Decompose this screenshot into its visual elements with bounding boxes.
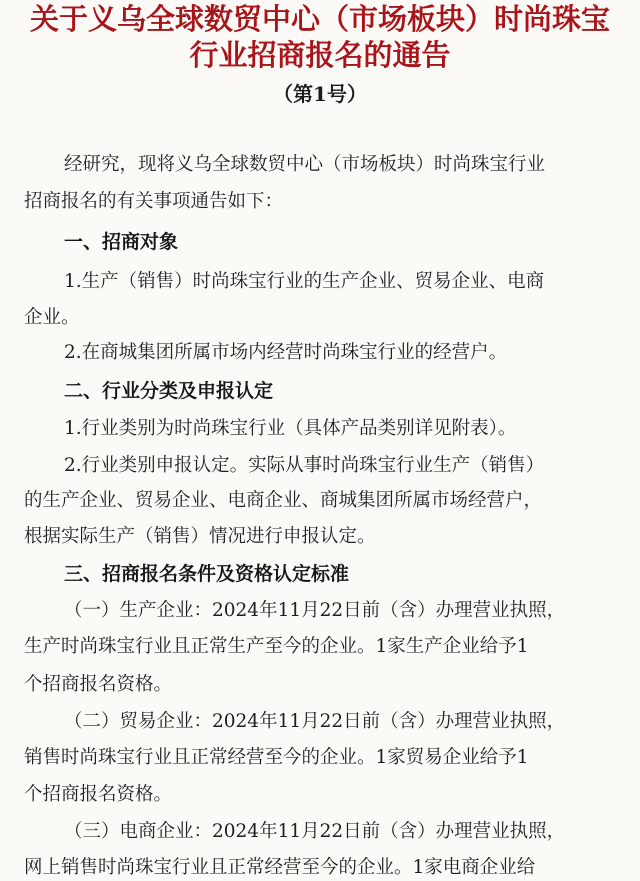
body-paragraph-line: 1.生产（销售）时尚珠宝行业的生产企业、贸易企业、电商 <box>64 271 545 292</box>
body-paragraph-line: 企业。 <box>24 307 80 328</box>
body-paragraph-line: 生产时尚珠宝行业且正常生产至今的企业。1家生产企业给予1 <box>24 636 529 657</box>
body-paragraph-line: 经研究，现将义乌全球数贸中心（市场板块）时尚珠宝行业 <box>64 154 546 175</box>
body-paragraph-line: 个招商报名资格。 <box>24 784 173 805</box>
notice-number: （第1号） <box>273 82 367 106</box>
body-paragraph-line: 2.在商城集团所属市场内经营时尚珠宝行业的经营户。 <box>64 342 508 363</box>
body-paragraph-line: 1.行业类别为时尚珠宝行业（具体产品类别详见附表）。 <box>64 418 517 439</box>
body-paragraph-line: （一）生产企业：2024年11月22日前（含）办理营业执照， <box>64 600 566 621</box>
notice-title-line-1: 关于义乌全球数贸中心（市场板块）时尚珠宝 <box>29 2 610 36</box>
body-paragraph-line: （二）贸易企业：2024年11月22日前（含）办理营业执照， <box>64 711 566 732</box>
body-paragraph-line: （三）电商企业：2024年11月22日前（含）办理营业执照， <box>64 821 566 842</box>
notice-title-line-2: 行业招商报名的通告 <box>189 38 451 72</box>
section-heading: 一、招商对象 <box>64 231 179 253</box>
body-paragraph-line: 网上销售时尚珠宝行业且正常经营至今的企业。1家电商企业给 <box>24 857 536 878</box>
body-paragraph-line: 销售时尚珠宝行业且正常经营至今的企业。1家贸易企业给予1 <box>24 747 529 768</box>
body-paragraph-line: 根据实际生产（销售）情况进行申报认定。 <box>24 526 376 547</box>
body-paragraph-line: 的生产企业、贸易企业、电商企业、商城集团所属市场经营户， <box>24 490 543 511</box>
section-heading: 三、招商报名条件及资格认定标准 <box>64 563 350 585</box>
body-paragraph-line: 2.行业类别申报认定。实际从事时尚珠宝行业生产（销售） <box>64 455 545 476</box>
body-paragraph-line: 个招商报名资格。 <box>24 674 173 695</box>
section-heading: 二、行业分类及申报认定 <box>64 380 274 402</box>
body-paragraph-line: 招商报名的有关事项通告如下： <box>24 191 284 212</box>
